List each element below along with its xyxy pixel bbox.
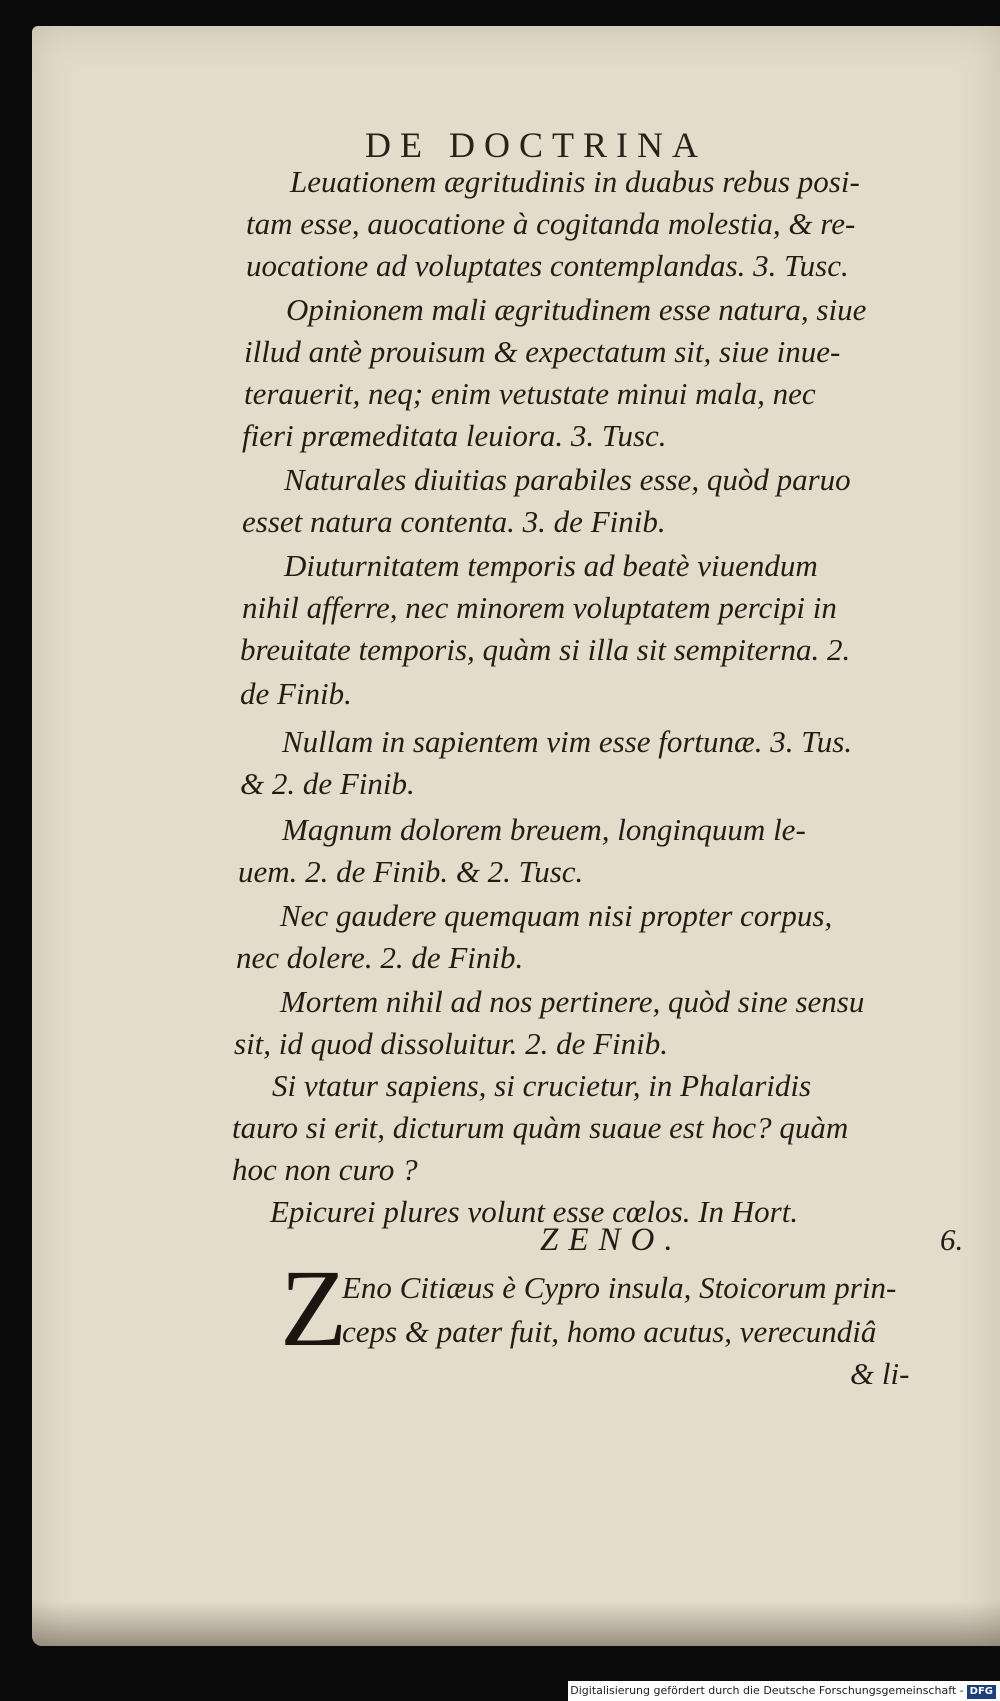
text-line: & 2. de Finib. <box>240 766 415 801</box>
digitization-credit <box>568 1681 1000 1701</box>
text-line: uocatione ad voluptates contemplandas. 3. Tusc. <box>246 248 849 283</box>
section-title: ZENO. <box>540 1222 683 1258</box>
text-line: nec dolere. 2. de Finib. <box>236 940 524 975</box>
section-number: 6. <box>940 1222 964 1257</box>
text-line: ceps & pater fuit, homo acutus, verecundiâ <box>342 1314 877 1349</box>
credit-text: Digitalisierung gefördert durch die Deutsche Forschungsgemeinschaft - <box>570 1684 964 1697</box>
text-line: esset natura contenta. 3. de Finib. <box>242 504 666 539</box>
book-page <box>32 26 1000 1646</box>
text-line: Nec gaudere quemquam nisi propter corpus, <box>280 898 833 933</box>
text-line: breuitate temporis, quàm si illa sit sempiterna. 2. <box>240 632 851 667</box>
running-head: DE DOCTRINA <box>365 125 707 165</box>
text-line: Mortem nihil ad nos pertinere, quòd sine sensu <box>280 984 865 1019</box>
text-line: tam esse, auocatione à cogitanda molestia, & re- <box>246 206 856 241</box>
text-line: illud antè prouisum & expectatum sit, siue inue- <box>244 334 841 369</box>
text-line: fieri præmeditata leuiora. 3. Tusc. <box>242 418 667 453</box>
text-line: Eno Citiæus è Cypro insula, Stoicorum prin- <box>342 1270 897 1305</box>
text-line: Epicurei plures volunt esse cœlos. In Hort. <box>270 1194 799 1229</box>
text-line: Naturales diuitias parabiles esse, quòd paruo <box>284 462 851 497</box>
text-line: Diuturnitatem temporis ad beatè viuendum <box>284 548 818 583</box>
text-line: de Finib. <box>240 676 352 711</box>
dfg-logo: DFG <box>967 1685 996 1699</box>
drop-cap-initial: Z <box>280 1247 348 1369</box>
catchword: & li- <box>850 1356 910 1391</box>
text-line: terauerit, neq; enim vetustate minui mala, nec <box>244 376 816 411</box>
text-line: Magnum dolorem breuem, longinquum le- <box>282 812 806 847</box>
text-line: uem. 2. de Finib. & 2. Tusc. <box>238 854 584 889</box>
text-line: Opinionem mali ægritudinem esse natura, siue <box>286 292 867 327</box>
text-line: sit, id quod dissoluitur. 2. de Finib. <box>234 1026 669 1061</box>
text-line: Si vtatur sapiens, si crucietur, in Phalaridis <box>272 1068 812 1103</box>
text-line: Leuationem ægritudinis in duabus rebus posi- <box>290 164 860 199</box>
text-line: nihil afferre, nec minorem voluptatem percipi in <box>242 590 837 625</box>
text-line: hoc non curo ? <box>232 1152 418 1187</box>
text-line: tauro si erit, dicturum quàm suaue est hoc? quàm <box>232 1110 849 1145</box>
text-line: Nullam in sapientem vim esse fortunæ. 3. Tus. <box>282 724 853 759</box>
